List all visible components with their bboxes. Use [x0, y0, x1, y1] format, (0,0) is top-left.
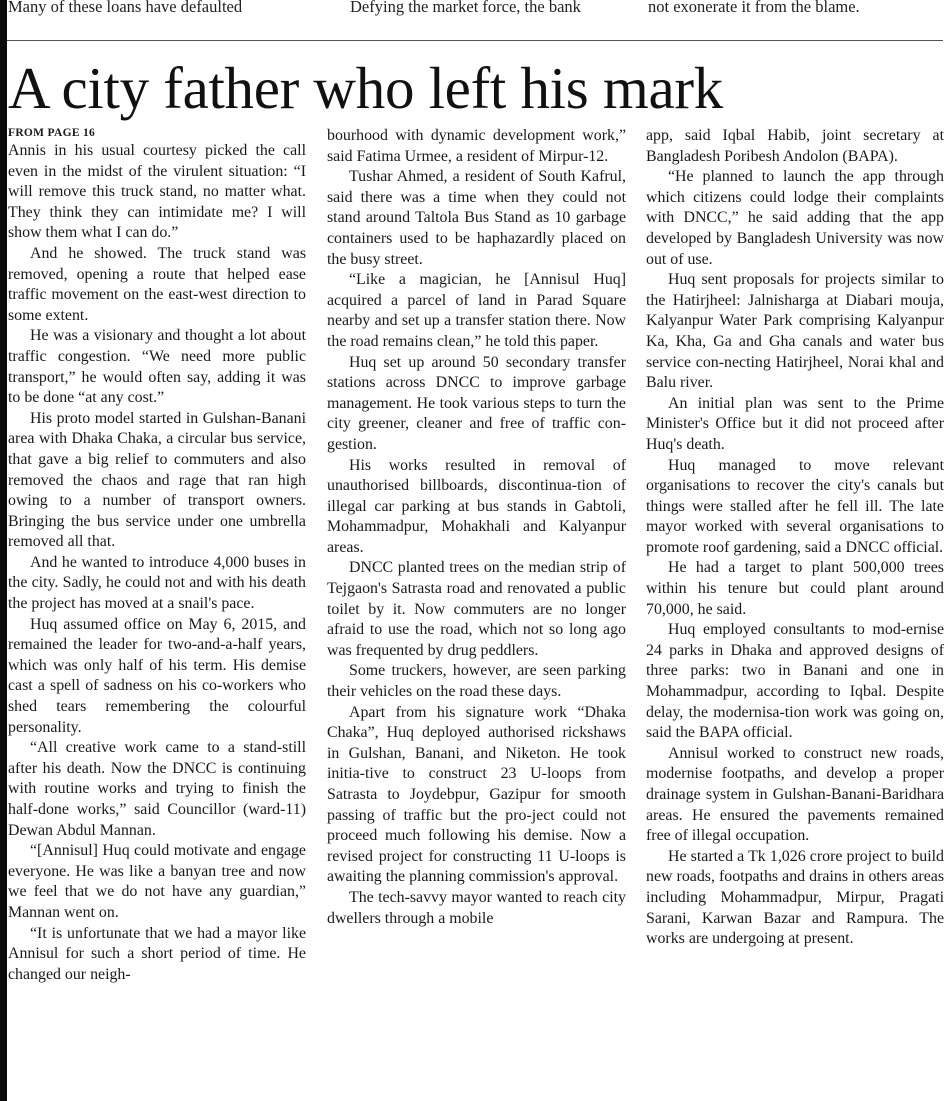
top-strip-text-2: Defying the market force, the bank — [350, 0, 581, 16]
article-column-3 — [646, 126, 944, 950]
top-strip-text-1: Many of these loans have defaulted — [8, 0, 243, 16]
paragraph: “Like a magician, he [Annisul Huq] acquired a parcel of land in Parad Square nearby and set up a transfer station there. Now the road remains clean,” he told this paper. — [327, 271, 626, 350]
paragraph: The tech-savvy mayor wanted to reach city dwellers through a mobile — [327, 888, 626, 927]
paragraph: Huq sent proposals for projects similar to the Hatirjheel: Jalnisharga at Diabari mouja, Kalyanpur Water Park comprising Kalyanpur Ka, Kha, Ga and Gha canals and water bus service con-necting Hatirjheel, Norai khal and Balu river. — [646, 271, 944, 392]
paragraph: bourhood with dynamic development work,” said Fatima Urmee, a resident of Mirpur-12. — [327, 127, 626, 165]
page-edge-shadow — [0, 0, 7, 1101]
paragraph: “He planned to launch the app through which citizens could lodge their complaints with DNCC,” he said adding that the app developed by Bangladesh University was now out of use. — [646, 168, 944, 268]
section-divider — [7, 40, 943, 41]
article-column-2 — [327, 126, 626, 929]
paragraph: An initial plan was sent to the Prime Minister's Office but it did not proceed after Huq's death. — [646, 394, 944, 453]
paragraph: Annisul worked to construct new roads, modernise footpaths, and develop a proper drainage system in Gulshan-Banani-Baridhara areas. He ensured the pavements remained free of illegal occupation. — [646, 744, 944, 845]
article-column-1 — [8, 126, 306, 985]
paragraph: Apart from his signature work “Dhaka Chaka”, Huq deployed authorised rickshaws in Gulshan, Banani, and Niketon. He took initia-tive to construct 23 U-loops from Satrasta to Joydebpur, Gazipur for smooth passing of traffic but the pro-ject could not proceed much following his demise. Now a revised project for constructing 11 U-loops is awaiting the planning commission's approval. — [327, 703, 626, 886]
paragraph: He had a target to plant 500,000 trees within his tenure but could plant around 70,000, he said. — [646, 559, 944, 618]
article-headline: A city father who left his mark — [8, 55, 723, 121]
paragraph: Huq managed to move relevant organisations to recover the city's canals but things were stalled after he fell ill. The late mayor worked with several organisations to promote roof gardening, said a DNCC official. — [646, 456, 944, 556]
previous-article-strip — [7, 0, 948, 22]
paragraph: Huq set up around 50 secondary transfer stations across DNCC to improve garbage management. He took various steps to turn the city greener, cleaner and free of traffic con-gestion. — [327, 353, 626, 453]
paragraph: “All creative work came to a stand-still after his death. Now the DNCC is continuing with routine works and trying to finish the half-done works,” said Councillor (ward-11) Dewan Abdul Mannan. — [8, 739, 306, 839]
paragraph: “[Annisul] Huq could motivate and engage everyone. He was like a banyan tree and now we feel that we do not have any guardian,” Mannan went on. — [8, 842, 306, 921]
paragraph: He started a Tk 1,026 crore project to build new roads, footpaths and drains in others areas including Mohammadpur, Mirpur, Pragati Sarani, Karwan Bazar and Rampura. The works are undergoing at present. — [646, 847, 944, 948]
continuation-kicker: FROM PAGE 16 — [8, 127, 96, 139]
paragraph: And he wanted to introduce 4,000 buses in the city. Sadly, he could not and with his death the project has moved at a snail's pace. — [8, 553, 306, 613]
top-strip-text-3: not exonerate it from the blame. — [648, 0, 860, 16]
paragraph: app, said Iqbal Habib, joint secretary at Bangladesh Poribesh Andolon (BAPA). — [646, 127, 944, 165]
paragraph: He was a visionary and thought a lot about traffic congestion. “We need more public transport,” he would often say, adding it was to be done “at any cost.” — [8, 327, 306, 407]
paragraph: Tushar Ahmed, a resident of South Kafrul, said there was a time when they could not stand around Taltola Bus Stand as 10 garbage containers used to be haphazardly placed on the busy street. — [327, 168, 626, 268]
paragraph: DNCC planted trees on the median strip of Tejgaon's Satrasta road and renovated a public toilet by it. Now commuters are no longer afraid to use the road, which not so long ago was frequented by drug peddlers. — [327, 559, 626, 659]
paragraph: Annis in his usual courtesy picked the call even in the midst of the virulent situation: “I will remove this truck stand, no matter what. They think they can intimidate me? I will show them what I can do.” — [8, 142, 306, 242]
paragraph: Huq employed consultants to mod-ernise 24 parks in Dhaka and approved designs of three parks: two in Banani and one in Mohammadpur, according to Iqbal. Despite delay, the modernisa-tion work was going on, said the BAPA official. — [646, 621, 944, 742]
paragraph: And he showed. The truck stand was removed, opening a route that helped ease traffic movement on the east-west direction to some extent. — [8, 244, 306, 324]
paragraph: His proto model started in Gulshan-Banani area with Dhaka Chaka, a circular bus service, that gave a big relief to commuters and also removed the chaos and rage that ran high owing to a number of transport owners. Bringing the bus service under one umbrella removed all that. — [8, 409, 306, 551]
paragraph: His works resulted in removal of unauthorised billboards, discontinua-tion of illegal car parking at bus stands in Gabtoli, Mohammadpur, Mohakhali and Kalyanpur areas. — [327, 456, 626, 556]
paragraph: Some truckers, however, are seen parking their vehicles on the road these days. — [327, 662, 626, 701]
paragraph: “It is unfortunate that we had a mayor like Annisul for such a short period of time. He changed our neigh- — [8, 924, 306, 983]
paragraph: Huq assumed office on May 6, 2015, and remained the leader for two-and-a-half years, which was only half of his term. His demise cast a spell of sadness on his co-workers who shed tears remembering the colourful personality. — [8, 615, 306, 736]
